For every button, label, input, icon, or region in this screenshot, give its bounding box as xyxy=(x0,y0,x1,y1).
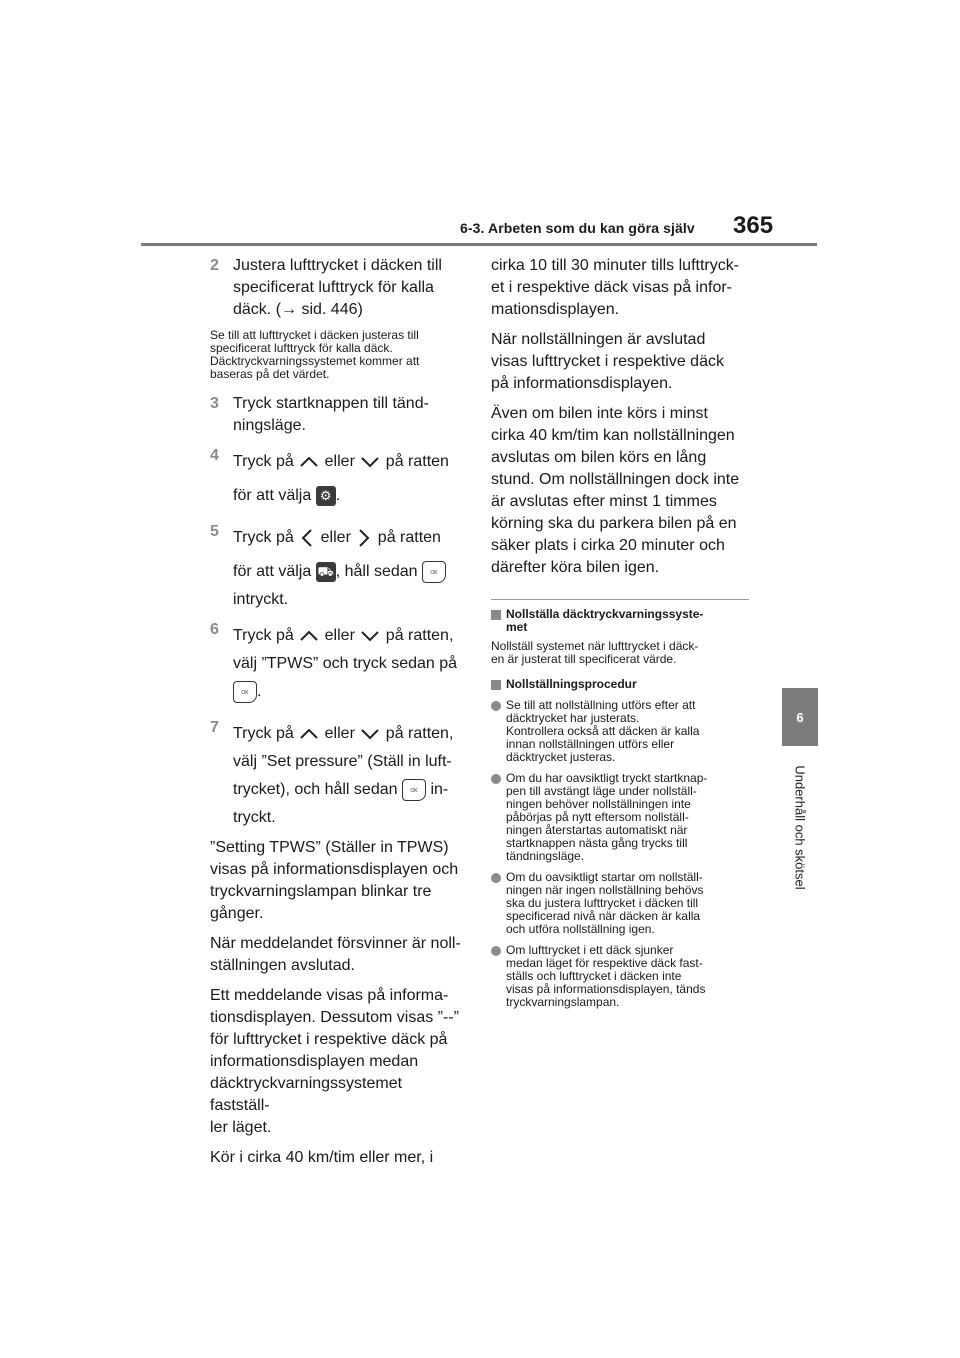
text-line: Kontrollera också att däcken är kalla xyxy=(506,724,700,738)
text-line: gånger. xyxy=(210,905,264,922)
text-line: på informationsdisplayen. xyxy=(491,375,673,392)
text-line: ningen när ingen nollställning behövs xyxy=(506,883,704,897)
paragraph xyxy=(491,255,749,321)
page-number: 365 xyxy=(733,212,774,239)
chevron-up-icon xyxy=(298,727,320,741)
chevron-up-icon xyxy=(298,455,320,469)
text-line: Ett meddelande visas på informa- xyxy=(210,987,449,1004)
step-text: tryckt. xyxy=(233,809,276,826)
step-text: för att välja xyxy=(233,563,312,580)
step-4 xyxy=(210,445,465,513)
text-line: Om lufttrycket i ett däck sjunker xyxy=(506,943,674,957)
step-text: eller xyxy=(324,725,355,742)
bullet-item xyxy=(491,772,749,863)
bullet-dot-icon xyxy=(491,873,501,883)
step-text: eller xyxy=(324,453,355,470)
text-line: visas lufttrycket i respektive däck xyxy=(491,353,724,370)
text-line: Om du har oavsiktligt tryckt startknap- xyxy=(506,771,708,785)
step-text: på ratten, xyxy=(385,725,454,742)
chevron-down-icon xyxy=(359,629,381,643)
text-line: tionsdisplayen. Dessutom visas ”--” xyxy=(210,1009,459,1026)
step-text: däck. ( xyxy=(233,301,282,318)
bullet-dot-icon xyxy=(491,774,501,784)
arrow-right-icon: → xyxy=(281,301,298,318)
text-line: däcktrycket justeras. xyxy=(506,750,616,764)
paragraph xyxy=(210,837,465,925)
text-line: När nollställningen är avslutad xyxy=(491,331,706,348)
step-number: 4 xyxy=(210,447,219,464)
text-line: ler läget. xyxy=(210,1119,272,1136)
step-text: sid. 446) xyxy=(297,301,363,318)
header-divider xyxy=(141,243,817,246)
chapter-label xyxy=(782,752,818,912)
step-text: , håll sedan xyxy=(335,563,418,580)
bullet-dot-icon xyxy=(491,701,501,711)
sub-heading xyxy=(491,678,749,691)
ok-button-icon: OK xyxy=(402,779,426,801)
ok-button-icon: OK xyxy=(233,681,257,703)
text-line: ska du justera lufttrycket i däcken till xyxy=(506,896,699,910)
chapter-title: Underhåll och skötsel xyxy=(792,765,808,890)
text-line: visas på informationsdisplayen och xyxy=(210,861,459,878)
text-line: specificerad nivå när däcken är kalla xyxy=(506,909,701,923)
text-line: och utföra nollställning igen. xyxy=(506,922,655,936)
text-line: körning ska du parkera bilen på en xyxy=(491,515,737,532)
text-line: avslutas om bilen körs en lång xyxy=(491,449,707,466)
chevron-down-icon xyxy=(359,455,381,469)
step-number: 3 xyxy=(210,395,219,412)
step-text: på ratten xyxy=(385,453,449,470)
paragraph xyxy=(210,1147,465,1169)
step-text: in- xyxy=(430,781,449,798)
text-line: mationsdisplayen. xyxy=(491,301,620,318)
text-line: tändningsläge. xyxy=(506,849,585,863)
section-text xyxy=(491,640,749,666)
bullet-dot-icon xyxy=(491,946,501,956)
step-text: eller xyxy=(324,627,355,644)
text-line: en är justerat till specificerat värde. xyxy=(491,652,677,666)
text-line: et i respektive däck visas på infor- xyxy=(491,279,732,296)
text-line: Även om bilen inte körs i minst xyxy=(491,405,708,422)
text-line: ningen behöver nollställningen inte xyxy=(506,797,691,811)
text-line: för lufttrycket i respektive däck på xyxy=(210,1031,448,1048)
chevron-down-icon xyxy=(359,727,381,741)
text-line: påbörjas på nytt eftersom nollställ- xyxy=(506,810,689,824)
text-line: Nollställa däcktryckvarningssyste- xyxy=(506,607,704,621)
text-line: ställs och lufttrycket i däcken inte xyxy=(506,969,682,983)
step-6 xyxy=(210,619,465,709)
bullet-item xyxy=(491,871,749,936)
square-bullet-icon xyxy=(491,680,501,690)
text-line: stund. Om nollställningen dock inte xyxy=(491,471,740,488)
step-2 xyxy=(210,255,465,321)
step-text: Tryck på xyxy=(233,627,294,644)
step-text: Tryck startknappen till tänd- xyxy=(233,395,429,412)
step-text: eller xyxy=(320,529,351,546)
paragraph xyxy=(491,403,749,579)
section-heading xyxy=(491,608,749,634)
chapter-tab xyxy=(782,688,818,746)
text-line: cirka 40 km/tim kan nollställningen xyxy=(491,427,735,444)
text-line: däcktryckvarningssystemet fastställ- xyxy=(210,1075,403,1114)
text-line: medan läget för respektive däck fast- xyxy=(506,956,703,970)
step-text: intryckt. xyxy=(233,591,289,608)
section-divider xyxy=(491,599,749,600)
text-line: informationsdisplayen medan xyxy=(210,1053,419,1070)
step-text: Tryck på xyxy=(233,453,294,470)
text-line: därefter köra bilen igen. xyxy=(491,559,660,576)
text-line: När meddelandet försvinner är noll- xyxy=(210,935,461,952)
text-line: cirka 10 till 30 minuter tills lufttryck- xyxy=(491,257,740,274)
step-text: på ratten, xyxy=(385,627,454,644)
step-number: 2 xyxy=(210,257,219,274)
step-text: för att välja xyxy=(233,487,312,504)
step-text: Justera lufttrycket i däcken till xyxy=(233,257,442,274)
text-line: innan nollställningen utförs eller xyxy=(506,737,675,751)
square-bullet-icon xyxy=(491,610,501,620)
text-line: Om du oavsiktligt startar om nollställ- xyxy=(506,870,703,884)
text-line: Nollställ systemet när lufttrycket i däck- xyxy=(491,639,699,653)
step-text: . xyxy=(257,683,262,700)
text-line: tryckvarningslampan blinkar tre xyxy=(210,883,432,900)
text-line: ”Setting TPWS” (Ställer in TPWS) xyxy=(210,839,449,856)
step-text: . xyxy=(335,487,341,504)
paragraph xyxy=(210,985,465,1139)
text-line: tryckvarningslampan. xyxy=(506,995,620,1009)
bullet-item xyxy=(491,699,749,764)
paragraph xyxy=(491,329,749,395)
left-column xyxy=(210,255,465,1177)
text-line: pen till avstängt läge under nollställ- xyxy=(506,784,697,798)
step-text: på ratten xyxy=(377,529,441,546)
step-text: specificerat lufttryck för kalla xyxy=(233,279,434,296)
step-text: välj ”TPWS” och tryck sedan på xyxy=(233,655,458,672)
text-line: säker plats i cirka 20 minuter och xyxy=(491,537,725,554)
step-text: Tryck på xyxy=(233,725,294,742)
step-text: Tryck på xyxy=(233,529,294,546)
chapter-number: 6 xyxy=(796,709,804,725)
text-line: startknappen nästa gång trycks till xyxy=(506,836,688,850)
gear-icon: ⚙ xyxy=(316,486,336,506)
step-number: 5 xyxy=(210,523,219,540)
step-7 xyxy=(210,717,465,829)
paragraph xyxy=(210,933,465,977)
step-text: trycket), och håll sedan xyxy=(233,781,398,798)
step-text: ningsläge. xyxy=(233,417,306,434)
text-line: Nollställningsprocedur xyxy=(506,677,637,691)
note-text: Se till att lufttrycket i däcken justeras till specificerat lufttryck för kalla däck. Däcktryckvarningssystemet kommer att baseras på det värdet. xyxy=(210,328,420,381)
text-line: Kör i cirka 40 km/tim eller mer, i xyxy=(210,1149,434,1166)
text-line: met xyxy=(506,620,528,634)
section-title: 6-3. Arbeten som du kan göra själv xyxy=(460,220,695,236)
bullet-item xyxy=(491,944,749,1009)
text-line: Se till att nollställning utförs efter att xyxy=(506,698,696,712)
text-line: däcktrycket har justerats. xyxy=(506,711,640,725)
ok-button-icon: OK xyxy=(422,561,446,583)
step-text: välj ”Set pressure” (Ställ in luft- xyxy=(233,753,452,770)
step-5 xyxy=(210,521,465,611)
chevron-left-icon xyxy=(298,527,316,549)
chevron-right-icon xyxy=(355,527,373,549)
chevron-up-icon xyxy=(298,629,320,643)
car-settings-icon: ⛟ xyxy=(316,562,336,582)
step-number: 7 xyxy=(210,719,219,736)
step-3 xyxy=(210,393,465,437)
text-line: ställningen avslutad. xyxy=(210,957,355,974)
text-line: visas på informationsdisplayen, tänds xyxy=(506,982,706,996)
right-column xyxy=(491,255,749,1017)
step-number: 6 xyxy=(210,621,219,638)
text-line: ningen återstartas automatiskt när xyxy=(506,823,688,837)
text-line: är avslutas efter minst 1 timmes xyxy=(491,493,717,510)
